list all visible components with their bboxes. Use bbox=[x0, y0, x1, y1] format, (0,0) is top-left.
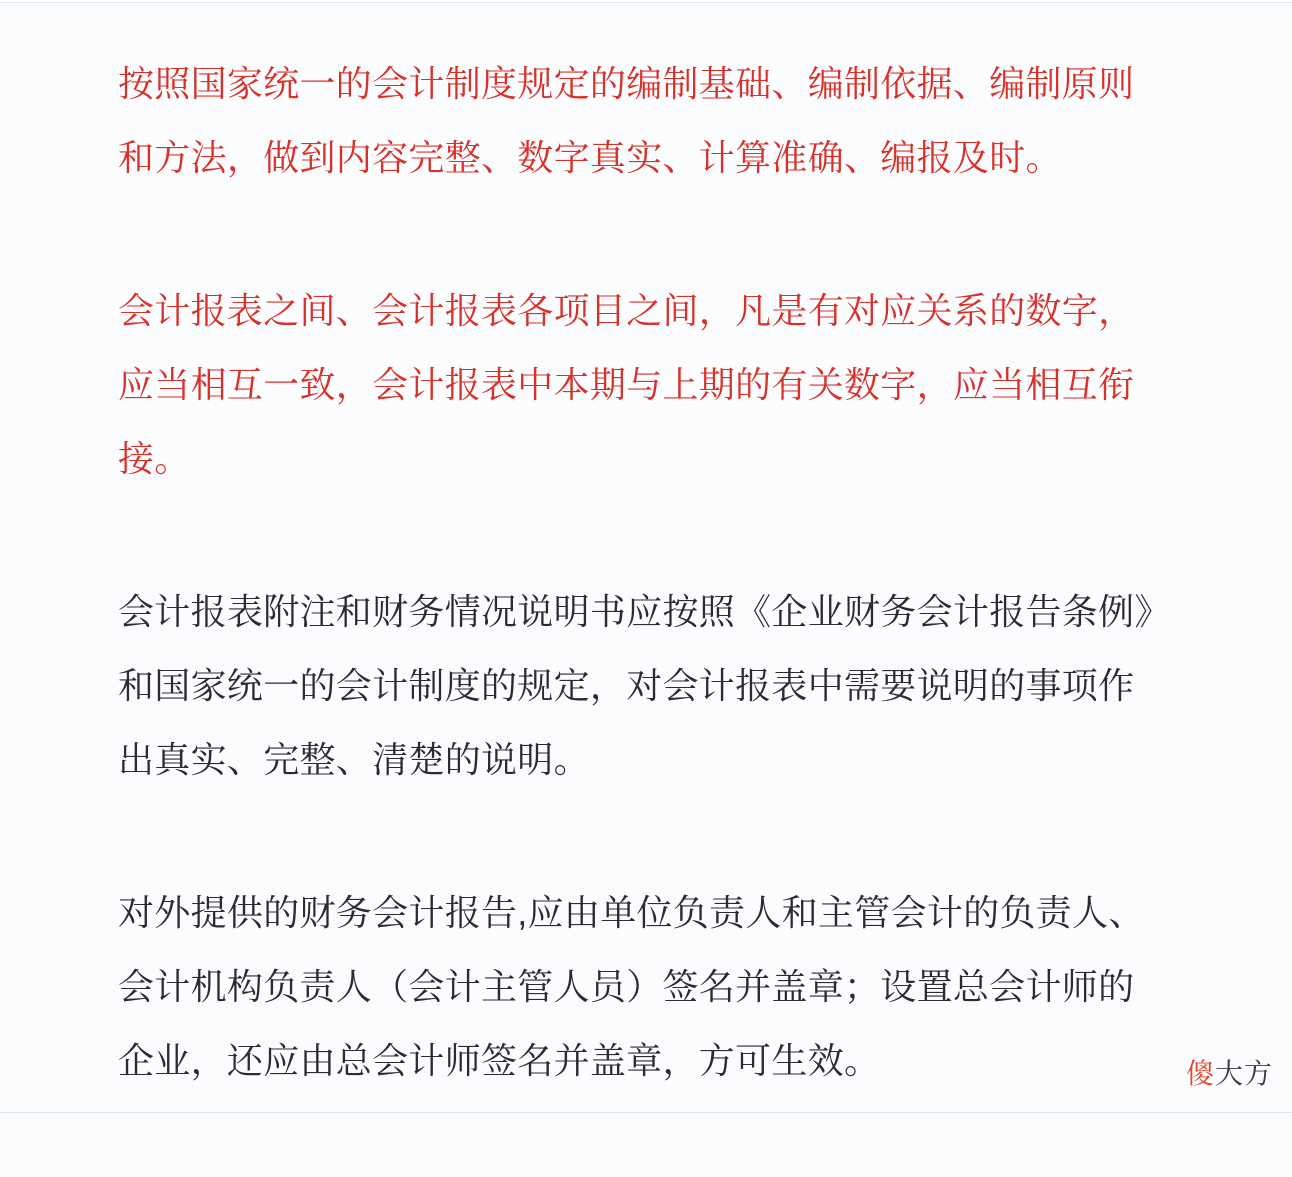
watermark-logo bbox=[1186, 1052, 1273, 1092]
text-line: 企业，还应由总会计师签名并盖章，方可生效。 bbox=[118, 1040, 881, 1081]
text-line: 会计报表附注和财务情况说明书应按照《企业财务会计报告条例》 bbox=[118, 591, 1171, 632]
text-line: 按照国家统一的会计制度规定的编制基础、编制依据、编制原则 bbox=[118, 63, 1135, 104]
text-line: 对外提供的财务会计报告,应由单位负责人和主管会计的负责人、 bbox=[118, 892, 1145, 933]
text-line: 应当相互一致，会计报表中本期与上期的有关数字，应当相互衔 bbox=[118, 364, 1135, 405]
text-line: 出真实、完整、清楚的说明。 bbox=[118, 739, 590, 780]
text-line: 和国家统一的会计制度的规定，对会计报表中需要说明的事项作 bbox=[118, 665, 1135, 706]
watermark-first-char: 傻 bbox=[1185, 1058, 1215, 1089]
page-bottom-edge bbox=[0, 1112, 1292, 1113]
text-line: 会计报表之间、会计报表各项目之间，凡是有对应关系的数字， bbox=[118, 290, 1135, 331]
text-line: 接。 bbox=[118, 438, 191, 479]
paragraph-2 bbox=[118, 274, 1252, 496]
text-line: 会计机构负责人（会计主管人员）签名并盖章；设置总会计师的 bbox=[118, 966, 1135, 1007]
paragraph-4 bbox=[118, 876, 1252, 1098]
text-line: 和方法，做到内容完整、数字真实、计算准确、编报及时。 bbox=[118, 137, 1062, 178]
watermark-rest-chars: 大方 bbox=[1214, 1058, 1273, 1089]
paragraph-3 bbox=[118, 575, 1252, 797]
paragraph-1 bbox=[118, 47, 1252, 195]
